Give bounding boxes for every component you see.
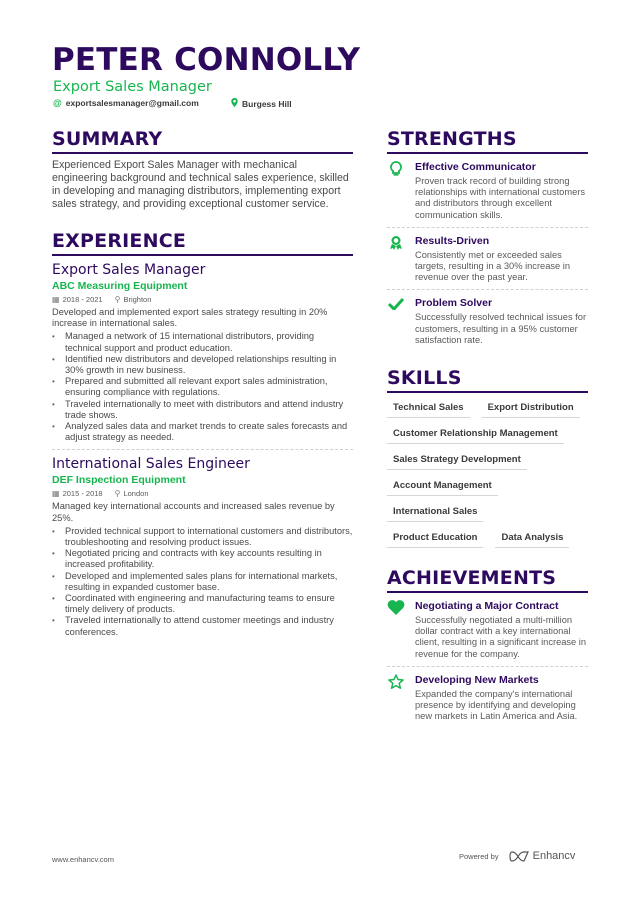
job-bullets bbox=[52, 331, 353, 443]
achievements-heading: ACHIEVEMENTS bbox=[387, 567, 588, 593]
summary-heading: SUMMARY bbox=[52, 128, 353, 154]
skill-tag: Account Management bbox=[387, 475, 498, 496]
star-icon bbox=[387, 674, 405, 723]
strength-title: Effective Communicator bbox=[415, 161, 536, 173]
location-pin-icon: ⚲ bbox=[114, 295, 121, 304]
email-text: exportsalesmanager@gmail.com bbox=[65, 98, 199, 108]
calendar-icon: ▦ bbox=[52, 489, 60, 499]
experience-heading: EXPERIENCE bbox=[52, 230, 353, 256]
job-entry bbox=[52, 456, 353, 637]
at-icon: @ bbox=[53, 98, 62, 108]
job-description: Managed key international accounts and increased sales revenue by 25%. bbox=[52, 501, 335, 523]
location-pin-icon bbox=[231, 98, 238, 109]
achievement-item bbox=[387, 593, 588, 660]
strength-item bbox=[387, 290, 588, 346]
job-title: Export Sales Manager bbox=[52, 262, 206, 278]
skill-tag: Export Distribution bbox=[482, 397, 580, 418]
job-description: Developed and implemented export sales strategy resulting in 20% increase in international sales. bbox=[52, 307, 328, 329]
footer-website-link[interactable]: www.enhancv.com bbox=[52, 855, 114, 864]
bullet-item: • Provided technical support to international customers and distributors, troubleshooting and resolving product issues. bbox=[52, 526, 353, 548]
skill-tag: Technical Sales bbox=[387, 397, 470, 418]
award-icon bbox=[387, 235, 405, 284]
achievement-title: Negotiating a Major Contract bbox=[415, 600, 559, 613]
enhancv-logo[interactable]: Enhancv bbox=[509, 850, 576, 862]
candidate-title: Export Sales Manager bbox=[53, 79, 212, 95]
achievement-title: Developing New Markets bbox=[415, 673, 539, 686]
skill-tag: International Sales bbox=[387, 501, 483, 522]
bullet-item: • Developed and implemented sales plans for international markets, resulting in expanded customer base. bbox=[52, 571, 353, 593]
job-dates: ▦ 2018 - 2021 bbox=[52, 295, 103, 304]
achievement-item bbox=[387, 667, 588, 723]
skill-tag: Sales Strategy Development bbox=[387, 449, 527, 470]
job-meta bbox=[52, 489, 353, 498]
bullet-item: • Coordinated with engineering and manufacturing teams to ensure timely delivery of products. bbox=[52, 593, 353, 615]
job-location: ⚲ London bbox=[114, 489, 149, 499]
strengths-heading: STRENGTHS bbox=[387, 128, 588, 154]
skills-list bbox=[387, 397, 588, 553]
contact-email[interactable] bbox=[53, 98, 199, 108]
location-pin-icon: ⚲ bbox=[114, 489, 121, 499]
job-location: ⚲ Brighton bbox=[114, 295, 152, 304]
job-company: DEF Inspection Equipment bbox=[52, 474, 186, 487]
candidate-name: PETER CONNOLLY bbox=[52, 42, 361, 78]
achievement-desc: Expanded the company's international presence by identifying and developing new markets in Latin America and Asia. bbox=[415, 688, 578, 722]
strength-title: Results-Driven bbox=[415, 234, 490, 247]
lightbulb-icon bbox=[387, 161, 405, 221]
calendar-icon: ▦ bbox=[52, 295, 60, 304]
bullet-item: • Traveled internationally to meet with distributors and attend industry trade shows. bbox=[52, 399, 353, 421]
job-dates: ▦ 2015 - 2018 bbox=[52, 489, 103, 499]
skill-tag: Product Education bbox=[387, 527, 483, 548]
skill-tag: Customer Relationship Management bbox=[387, 423, 564, 444]
job-meta bbox=[52, 295, 353, 304]
divider bbox=[52, 449, 353, 450]
bullet-item: • Prepared and submitted all relevant export sales administration, ensuring compliance with regulations. bbox=[52, 376, 353, 398]
strength-item bbox=[387, 228, 588, 284]
powered-by-label: Powered by bbox=[459, 851, 499, 861]
bullet-item: • Managed a network of 15 international distributors, providing technical support and product education. bbox=[52, 331, 353, 353]
job-bullets bbox=[52, 526, 353, 638]
job-company: ABC Measuring Equipment bbox=[52, 280, 188, 292]
skill-tag: Data Analysis bbox=[495, 527, 569, 548]
strength-item bbox=[387, 154, 588, 221]
summary-text: Experienced Export Sales Manager with mechanical engineering background and technical sales experience, skilled in developing and managing distributors, implementing export sales strategy, and providing exceptional customer service. bbox=[52, 159, 349, 210]
strength-desc: Proven track record of building strong relationships with international customers and distributors through excellent communication skills. bbox=[415, 176, 586, 220]
left-column bbox=[52, 128, 353, 638]
strength-desc: Consistently met or exceeded sales targets, resulting in a 30% increase in revenue over the past year. bbox=[415, 249, 571, 283]
strength-desc: Successfully resolved technical issues for customers, resulting in a 95% customer satisfaction rate. bbox=[415, 312, 587, 345]
job-entry bbox=[52, 262, 353, 450]
footer-branding bbox=[459, 850, 575, 862]
bullet-item: • Identified new distributors and developed relationships resulting in 30% growth in new business. bbox=[52, 354, 353, 376]
enhancv-logo-icon bbox=[509, 851, 529, 862]
achievement-desc: Successfully negotiated a multi-million dollar contract with a key international client, resulting in a significant increase in revenue for the company. bbox=[415, 615, 587, 659]
location-text: Burgess Hill bbox=[242, 98, 292, 109]
job-title: International Sales Engineer bbox=[52, 456, 250, 473]
bullet-item: • Negotiated pricing and contracts with key accounts resulting in increased profitability. bbox=[52, 548, 353, 570]
checkmark-icon bbox=[387, 297, 405, 346]
strength-title: Problem Solver bbox=[415, 297, 493, 310]
bullet-item: • Analyzed sales data and market trends to create sales forecasts and adjust strategy as needed. bbox=[52, 421, 353, 443]
contact-location bbox=[231, 98, 292, 109]
bullet-item: • Traveled internationally to attend customer meetings and industry conferences. bbox=[52, 615, 353, 637]
skills-heading: SKILLS bbox=[387, 367, 588, 393]
right-column bbox=[387, 128, 588, 722]
heart-icon bbox=[387, 600, 405, 660]
